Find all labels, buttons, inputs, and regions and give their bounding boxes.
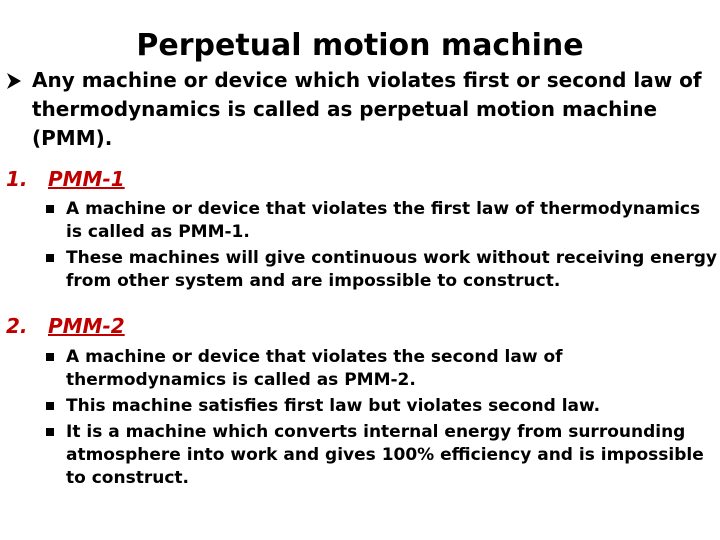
square-bullet-icon [46, 428, 54, 436]
intro-text: Any machine or device which violates first or second law of thermodynamics is called as perpetual motion machine (PMM). [32, 68, 702, 150]
bullet-text: These machines will give continuous work without receiving energy from other system and are impossible to construct. [66, 248, 717, 291]
arrowhead-bullet-icon [6, 66, 32, 98]
list-item [44, 247, 718, 293]
intro-paragraph [6, 66, 718, 153]
bullet-text: This machine satisfies first law but violates second law. [66, 396, 601, 416]
bullet-text: It is a machine which converts internal energy from surrounding atmosphere into work and gives 100% efficiency and is impossible to construct. [66, 422, 704, 488]
pmm-1-bullet-list [44, 198, 718, 296]
section-label: PMM-1 [48, 167, 125, 191]
square-bullet-icon [46, 254, 54, 262]
square-bullet-icon [46, 353, 54, 361]
section-label: PMM-2 [48, 314, 125, 338]
list-item [44, 346, 718, 392]
section-number: 2. [6, 314, 28, 338]
list-item [44, 395, 718, 418]
list-item [44, 421, 718, 490]
bullet-text: A machine or device that violates the first law of thermodynamics is called as PMM-1. [66, 199, 701, 242]
list-item [44, 198, 718, 244]
bullet-text: A machine or device that violates the second law of thermodynamics is called as PMM-2. [66, 347, 563, 390]
slide-title: Perpetual motion machine [136, 28, 584, 63]
pmm-2-bullet-list [44, 346, 718, 493]
section-heading-pmm-2 [6, 311, 125, 341]
square-bullet-icon [46, 402, 54, 410]
section-number: 1. [6, 167, 28, 191]
square-bullet-icon [46, 205, 54, 213]
section-heading-pmm-1 [6, 164, 125, 194]
